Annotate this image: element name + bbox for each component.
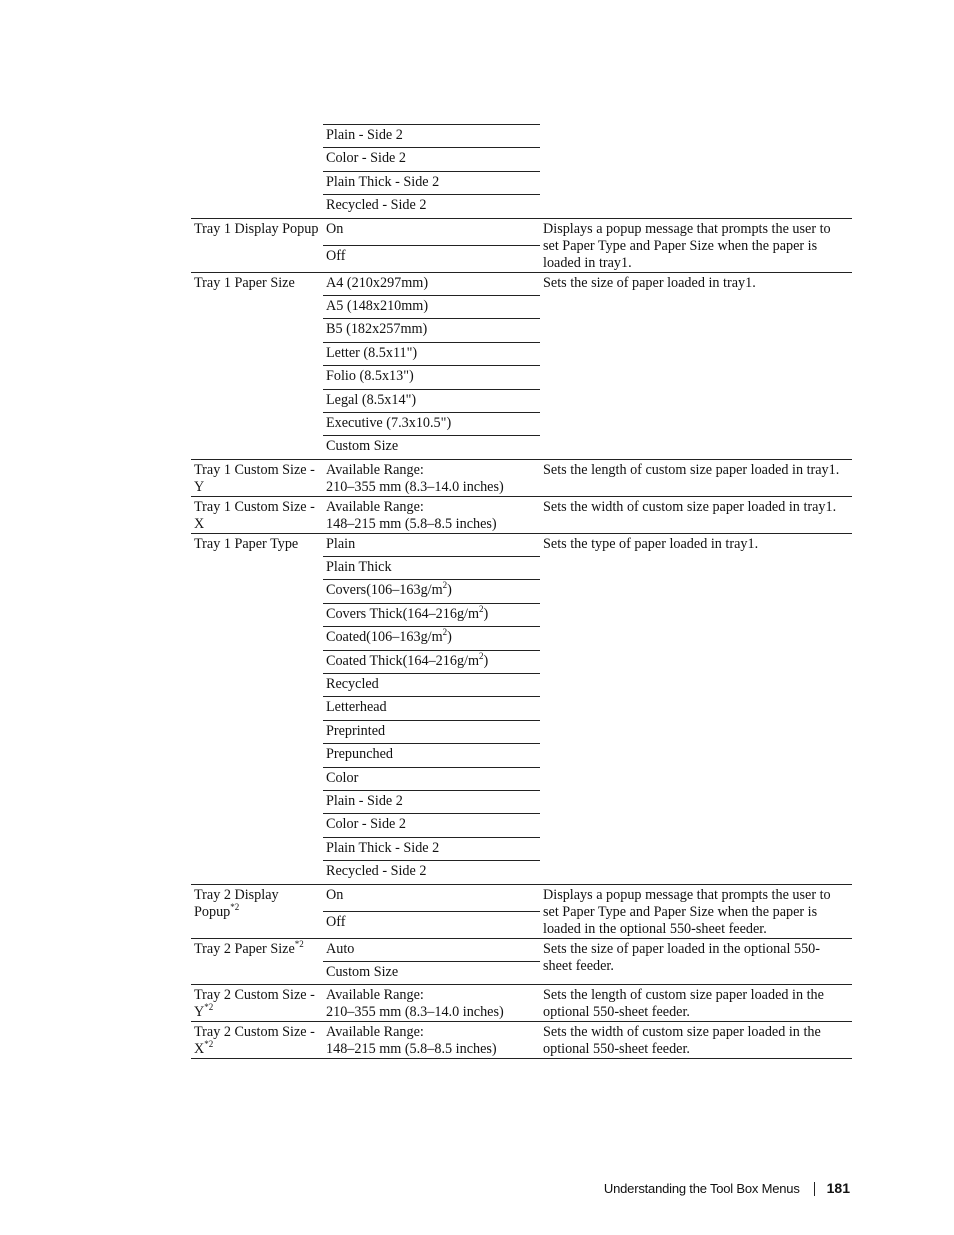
- setting-option: Color - Side 2: [323, 814, 540, 837]
- setting-description: Sets the length of custom size paper loaded in tray1.: [540, 459, 852, 496]
- table-row: [191, 459, 852, 496]
- setting-option: Off: [323, 245, 540, 272]
- setting-option: Plain - Side 2: [323, 790, 540, 813]
- setting-option: On: [323, 884, 540, 911]
- setting-option: Recycled - Side 2: [323, 861, 540, 884]
- setting-option: B5 (182x257mm): [323, 319, 540, 342]
- setting-name: [191, 496, 323, 533]
- setting-option: Recycled - Side 2: [323, 195, 540, 218]
- footer-title: Understanding the Tool Box Menus: [603, 1181, 800, 1196]
- table-row: [191, 496, 852, 533]
- footnote-marker: *2: [230, 901, 240, 912]
- setting-option: Available Range: 210–355 mm (8.3–14.0 inches): [323, 985, 540, 1022]
- setting-description: [540, 125, 852, 219]
- setting-option: Available Range: 210–355 mm (8.3–14.0 inches): [323, 459, 540, 496]
- setting-option: Recycled: [323, 674, 540, 697]
- setting-option: Plain - Side 2: [323, 125, 540, 148]
- setting-option: A4 (210x297mm): [323, 272, 540, 295]
- setting-name: [191, 884, 323, 938]
- setting-name: [191, 272, 323, 459]
- setting-option: Plain Thick: [323, 557, 540, 580]
- setting-label: Tray 1 Custom Size - X: [194, 498, 315, 532]
- setting-option: Letter (8.5x11"): [323, 342, 540, 365]
- setting-option: Covers $Thick(164-216g/m^2)$: [323, 603, 540, 626]
- setting-option: $Coated(106-163g/m^2)$: [323, 627, 540, 650]
- setting-name: [191, 533, 323, 884]
- setting-label: Tray 1 Paper Type: [194, 535, 299, 552]
- setting-option: Plain: [323, 533, 540, 556]
- setting-label: Tray 1 Paper Size: [194, 274, 295, 291]
- setting-option: Letterhead: [323, 697, 540, 720]
- page-footer: [604, 1180, 850, 1197]
- setting-name: [191, 985, 323, 1022]
- table-row: [191, 1022, 852, 1059]
- menu-settings-table: [191, 124, 852, 1059]
- setting-option: Available Range: 148–215 mm (5.8–8.5 inches): [323, 496, 540, 533]
- setting-option: Coated $Thick(164-216g/m^2)$: [323, 650, 540, 673]
- footer-separator: [814, 1182, 815, 1196]
- table-row: [191, 533, 852, 556]
- setting-description: Sets the width of custom size paper loaded in tray1.: [540, 496, 852, 533]
- setting-name: [191, 125, 323, 219]
- setting-label: Tray 2 Display Popup: [194, 886, 279, 920]
- setting-option: Off: [323, 911, 540, 938]
- table-row: [191, 272, 852, 295]
- setting-description: Displays a popup message that prompts the user to set Paper Type and Paper Size when the paper is loaded in tray1.: [540, 218, 852, 272]
- table-row: [191, 884, 852, 911]
- setting-option: Plain Thick - Side 2: [323, 837, 540, 860]
- setting-description: Displays a popup message that prompts the user to set Paper Type and Paper Size when the paper is loaded in the optional 550-sheet feeder.: [540, 884, 852, 938]
- setting-label: Tray 2 Custom Size - Y: [194, 987, 315, 1021]
- setting-option: Executive (7.3x10.5"): [323, 412, 540, 435]
- setting-name: [191, 459, 323, 496]
- setting-option: A5 (148x210mm): [323, 295, 540, 318]
- setting-description: Sets the size of paper loaded in the optional 550-sheet feeder.: [540, 938, 852, 985]
- setting-label: Tray 2 Custom Size - X: [194, 1024, 315, 1058]
- setting-option: Available Range: 148–215 mm (5.8–8.5 inches): [323, 1022, 540, 1059]
- footnote-marker: *2: [204, 1002, 214, 1013]
- footnote-marker: *2: [294, 938, 304, 949]
- setting-description: Sets the type of paper loaded in tray1.: [540, 533, 852, 884]
- setting-option: Prepunched: [323, 744, 540, 767]
- table-row: [191, 125, 852, 148]
- table-row: [191, 938, 852, 961]
- setting-name: [191, 218, 323, 272]
- footnote-marker: *2: [204, 1039, 214, 1050]
- setting-option: Color - Side 2: [323, 148, 540, 171]
- setting-label: Tray 1 Custom Size - Y: [194, 461, 315, 495]
- table-row: [191, 218, 852, 245]
- setting-option: Preprinted: [323, 720, 540, 743]
- setting-description: Sets the length of custom size paper loaded in the optional 550-sheet feeder.: [540, 985, 852, 1022]
- setting-option: On: [323, 218, 540, 245]
- table-row: [191, 985, 852, 1022]
- setting-description: Sets the width of custom size paper loaded in the optional 550-sheet feeder.: [540, 1022, 852, 1059]
- setting-option: $Covers(106-163g/m^2)$: [323, 580, 540, 603]
- setting-label: Tray 2 Paper Size: [194, 940, 295, 957]
- page-number: 181: [826, 1180, 850, 1196]
- setting-label: Tray 1 Display Popup: [194, 220, 319, 237]
- setting-name: [191, 1022, 323, 1059]
- setting-name: [191, 938, 323, 985]
- setting-option: Plain Thick - Side 2: [323, 171, 540, 194]
- setting-option: Custom Size: [323, 436, 540, 459]
- setting-option: Auto: [323, 938, 540, 961]
- setting-option: Folio (8.5x13"): [323, 366, 540, 389]
- setting-option: Custom Size: [323, 961, 540, 984]
- setting-description: Sets the size of paper loaded in tray1.: [540, 272, 852, 459]
- setting-option: Color: [323, 767, 540, 790]
- setting-option: Legal (8.5x14"): [323, 389, 540, 412]
